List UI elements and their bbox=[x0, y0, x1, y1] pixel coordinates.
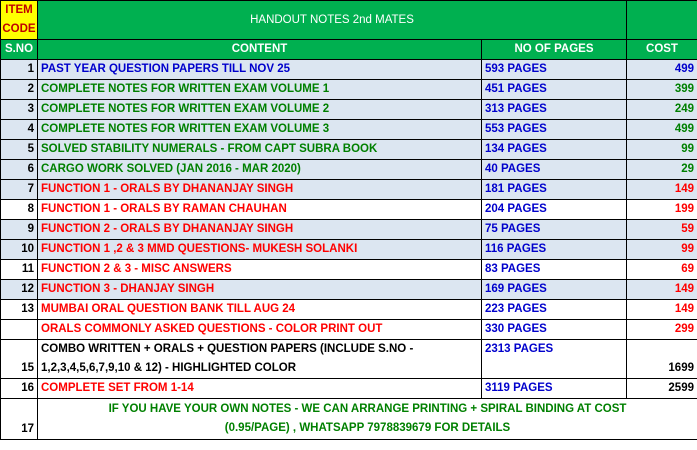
row-pages: 83 PAGES bbox=[482, 260, 627, 280]
row-cost: 149 bbox=[627, 180, 697, 200]
row-pages: 3119 PAGES bbox=[482, 379, 627, 399]
row-content: MUMBAI ORAL QUESTION BANK TILL AUG 24 bbox=[38, 300, 482, 320]
footer-note-line-1: IF YOU HAVE YOUR OWN NOTES - WE CAN ARRANGE PRINTING + SPIRAL BINDING AT COST bbox=[108, 403, 627, 415]
row-cost: 2599 bbox=[627, 379, 697, 399]
table-row bbox=[1, 180, 697, 200]
row-pages: 553 PAGES bbox=[482, 120, 627, 140]
table-row bbox=[1, 140, 697, 160]
row-content: FUNCTION 3 - DHANJAY SINGH bbox=[38, 280, 482, 300]
table-row bbox=[1, 160, 697, 180]
row-content: ORALS COMMONLY ASKED QUESTIONS - COLOR PRINT OUT bbox=[38, 320, 482, 340]
row-cost: 149 bbox=[627, 280, 697, 300]
row-content: COMPLETE NOTES FOR WRITTEN EXAM VOLUME 1 bbox=[38, 80, 482, 100]
row-content: COMPLETE NOTES FOR WRITTEN EXAM VOLUME 3 bbox=[38, 120, 482, 140]
row-cost: 59 bbox=[627, 220, 697, 240]
row-pages: 40 PAGES bbox=[482, 160, 627, 180]
row-cost: 299 bbox=[627, 320, 697, 340]
title-blank-cell bbox=[627, 1, 697, 40]
row-sno: 12 bbox=[1, 280, 38, 300]
table-row bbox=[1, 300, 697, 320]
footer-note-line-2: (0.95/PAGE) , WHATSAPP 7978839679 FOR DETAILS bbox=[224, 422, 511, 434]
column-header-cost: COST bbox=[627, 40, 697, 60]
row-pages: 169 PAGES bbox=[482, 280, 627, 300]
title-row bbox=[1, 1, 697, 40]
row-sno: 4 bbox=[1, 120, 38, 140]
table-row bbox=[1, 220, 697, 240]
row-content-line-1: COMBO WRITTEN + ORALS + QUESTION PAPERS (INCLUDE S.NO - bbox=[41, 343, 414, 355]
table-row bbox=[1, 80, 697, 100]
row-sno: 13 bbox=[1, 300, 38, 320]
row-pages: 593 PAGES bbox=[482, 60, 627, 80]
row-sno: 10 bbox=[1, 240, 38, 260]
row-pages: 451 PAGES bbox=[482, 80, 627, 100]
row-content: CARGO WORK SOLVED (JAN 2016 - MAR 2020) bbox=[38, 160, 482, 180]
row-cost: 1699 bbox=[627, 340, 697, 379]
item-code-label: ITEM CODE bbox=[1, 1, 38, 40]
row-content-line-2: 1,2,3,4,5,6,7,9,10 & 12) - HIGHLIGHTED COLOR bbox=[41, 362, 296, 374]
row-sno: 6 bbox=[1, 160, 38, 180]
row-content: SOLVED STABILITY NUMERALS - FROM CAPT SUBRA BOOK bbox=[38, 140, 482, 160]
row-sno: 5 bbox=[1, 140, 38, 160]
row-content: COMPLETE NOTES FOR WRITTEN EXAM VOLUME 2 bbox=[38, 100, 482, 120]
row-pages: 134 PAGES bbox=[482, 140, 627, 160]
row-content: PAST YEAR QUESTION PAPERS TILL NOV 25 bbox=[38, 60, 482, 80]
row-sno: 7 bbox=[1, 180, 38, 200]
row-cost: 249 bbox=[627, 100, 697, 120]
row-pages: 313 PAGES bbox=[482, 100, 627, 120]
row-cost: 499 bbox=[627, 60, 697, 80]
row-sno: 3 bbox=[1, 100, 38, 120]
column-header-row bbox=[1, 40, 697, 60]
column-header-sno: S.NO bbox=[1, 40, 38, 60]
row-content: FUNCTION 1 - ORALS BY DHANANJAY SINGH bbox=[38, 180, 482, 200]
row-sno: 8 bbox=[1, 200, 38, 220]
row-pages: 223 PAGES bbox=[482, 300, 627, 320]
table-row bbox=[1, 100, 697, 120]
row-pages: 2313 PAGES bbox=[482, 340, 627, 379]
row-pages: 181 PAGES bbox=[482, 180, 627, 200]
row-sno: 1 bbox=[1, 60, 38, 80]
row-pages: 204 PAGES bbox=[482, 200, 627, 220]
row-cost: 69 bbox=[627, 260, 697, 280]
table-row bbox=[1, 120, 697, 140]
row-cost: 29 bbox=[627, 160, 697, 180]
table-row bbox=[1, 280, 697, 300]
row-sno: 11 bbox=[1, 260, 38, 280]
row-pages: 116 PAGES bbox=[482, 240, 627, 260]
row-cost: 399 bbox=[627, 80, 697, 100]
row-cost: 199 bbox=[627, 200, 697, 220]
row-sno: 15 bbox=[1, 340, 38, 379]
table-row bbox=[1, 260, 697, 280]
table-row-combo bbox=[1, 340, 697, 379]
row-pages: 330 PAGES bbox=[482, 320, 627, 340]
column-header-pages: NO OF PAGES bbox=[482, 40, 627, 60]
row-content: FUNCTION 2 & 3 - MISC ANSWERS bbox=[38, 260, 482, 280]
footer-sno: 17 bbox=[1, 399, 38, 440]
table-row bbox=[1, 379, 697, 399]
row-content: FUNCTION 2 - ORALS BY DHANANJAY SINGH bbox=[38, 220, 482, 240]
footer-row bbox=[1, 399, 697, 440]
row-content: FUNCTION 1 ,2 & 3 MMD QUESTIONS- MUKESH SOLANKI bbox=[38, 240, 482, 260]
row-content bbox=[38, 340, 482, 379]
row-content: COMPLETE SET FROM 1-14 bbox=[38, 379, 482, 399]
table-row bbox=[1, 200, 697, 220]
page-title: HANDOUT NOTES 2nd MATES bbox=[38, 1, 627, 40]
table-row bbox=[1, 240, 697, 260]
row-content: FUNCTION 1 - ORALS BY RAMAN CHAUHAN bbox=[38, 200, 482, 220]
row-sno: 16 bbox=[1, 379, 38, 399]
row-sno: 2 bbox=[1, 80, 38, 100]
footer-note bbox=[38, 399, 697, 440]
row-cost: 149 bbox=[627, 300, 697, 320]
table-row bbox=[1, 320, 697, 340]
row-cost: 499 bbox=[627, 120, 697, 140]
column-header-content: CONTENT bbox=[38, 40, 482, 60]
row-cost: 99 bbox=[627, 240, 697, 260]
table-row bbox=[1, 60, 697, 80]
row-sno bbox=[1, 320, 38, 340]
row-pages: 75 PAGES bbox=[482, 220, 627, 240]
row-sno: 9 bbox=[1, 220, 38, 240]
row-cost: 99 bbox=[627, 140, 697, 160]
